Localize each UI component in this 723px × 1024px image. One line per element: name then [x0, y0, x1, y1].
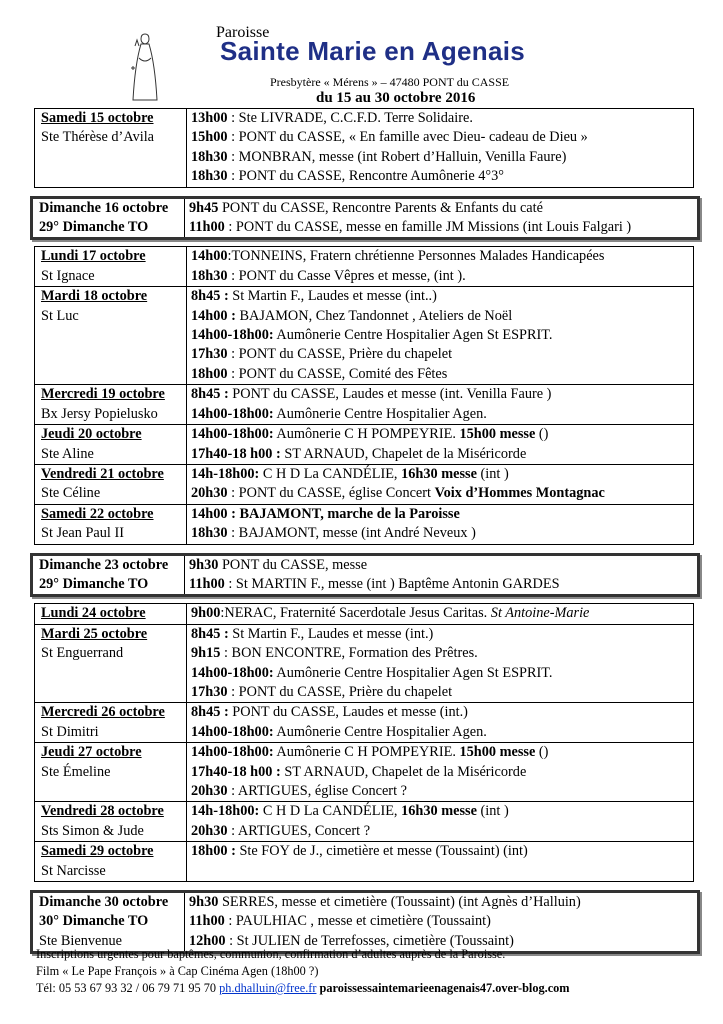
day-date: Vendredi 28 octobre — [41, 803, 164, 820]
event-text: : MONBRAN, messe (int Robert d’Halluin, Venilla Faure) — [227, 148, 567, 165]
events-cell — [187, 802, 693, 841]
day-saint: St Luc — [41, 307, 79, 324]
event-text: Aumônerie C H POMPEYRIE. — [273, 426, 460, 443]
day-date: Mercredi 19 octobre — [41, 386, 165, 403]
day-row — [35, 384, 693, 424]
event-line — [191, 625, 693, 644]
event-line — [189, 199, 697, 218]
event-line — [191, 247, 693, 266]
event-text: : PONT du CASSE, Prière du chapelet — [227, 683, 453, 700]
day-row — [33, 893, 697, 951]
event-line — [191, 723, 693, 742]
day-cell — [33, 556, 185, 595]
day-date: Mardi 18 octobre — [41, 288, 148, 305]
event-line — [191, 445, 693, 464]
day-cell — [35, 625, 187, 703]
event-text: Aumônerie Centre Hospitalier Agen. — [273, 405, 487, 422]
schedule-period: du 15 au 30 octobre 2016 — [316, 90, 476, 106]
event-line — [191, 267, 693, 286]
day-saint: Sts Simon & Jude — [41, 822, 144, 839]
event-line — [189, 556, 697, 575]
footer-phone: Tél: 05 53 67 93 32 / 06 79 71 95 70 — [36, 981, 220, 995]
footer-film: Film « Le Pape François » à Cap Cinéma Agen (18h00 ?) — [36, 964, 319, 978]
day-date: Samedi 22 octobre — [41, 505, 154, 522]
email-link[interactable]: ph.dhalluin@free.fr — [219, 981, 317, 995]
day-date: Lundi 24 octobre — [41, 605, 146, 622]
blog-link[interactable]: paroissessaintemarieenagenais47.over-blog.com — [319, 981, 570, 995]
events-cell — [187, 625, 693, 703]
events-cell — [187, 109, 693, 187]
day-row — [33, 199, 697, 238]
events-cell — [187, 287, 693, 384]
footer-inscriptions: Inscriptions urgentes pour baptêmes, communion, confirmation d’adultes auprès de la Paroisse. — [36, 947, 506, 961]
event-time: 14h-18h00: — [191, 465, 260, 482]
event-line — [191, 287, 693, 306]
event-text: : PONT du Casse Vêpres et messe, (int ). — [227, 267, 466, 284]
event-text: Ste FOY de J., cimetière et messe (Toussaint) (int) — [235, 843, 528, 860]
event-text: : ARTIGUES, Concert ? — [227, 822, 371, 839]
event-time: 18h30 — [191, 525, 228, 542]
footer — [36, 946, 570, 997]
day-date: Samedi 29 octobre — [41, 843, 154, 860]
day-saint: 29° Dimanche TO — [39, 219, 149, 236]
day-saint: Ste Bienvenue — [39, 932, 122, 949]
event-saint: St Antoine-Marie — [490, 605, 590, 622]
events-cell — [187, 247, 693, 286]
event-time: 14h00-18h00: — [191, 405, 274, 422]
event-text: St Martin F., Laudes et messe (int.) — [228, 625, 434, 642]
event-text: ST ARNAUD, Chapelet de la Miséricorde — [280, 445, 527, 462]
day-row — [35, 464, 693, 504]
event-time: 14h00-18h00: — [191, 723, 274, 740]
event-line — [191, 763, 693, 782]
event-time: 17h40-18 h00 : — [191, 445, 281, 462]
event-line — [191, 109, 693, 128]
day-row — [33, 556, 697, 595]
day-row — [35, 801, 693, 841]
day-saint: 29° Dimanche TO — [39, 575, 149, 592]
event-time: 9h30 — [189, 556, 219, 573]
events-cell — [187, 385, 693, 424]
event-highlight: 16h30 messe — [401, 465, 477, 482]
day-saint: 30° Dimanche TO — [39, 913, 149, 930]
day-saint: St Narcisse — [41, 862, 106, 879]
event-line — [191, 644, 693, 663]
day-date: Jeudi 20 octobre — [41, 426, 142, 443]
event-text: () — [535, 426, 549, 443]
event-text: C H D La CANDÉLIE, — [259, 465, 402, 482]
event-text: SERRES, messe et cimetière (Toussaint) (int Agnès d’Halluin) — [218, 894, 581, 911]
event-text: PONT du CASSE, messe — [218, 556, 368, 573]
event-line — [191, 385, 693, 404]
header — [0, 0, 723, 110]
event-text: : PONT du CASSE, Comité des Fêtes — [227, 365, 448, 382]
day-row — [35, 841, 693, 881]
day-cell — [35, 465, 187, 504]
event-text: St Martin F., Laudes et messe (int..) — [228, 288, 437, 305]
event-line — [191, 683, 693, 702]
day-cell — [35, 109, 187, 187]
event-text: C H D La CANDÉLIE, — [259, 803, 402, 820]
day-row — [35, 286, 693, 384]
event-time: 8h45 : — [191, 625, 229, 642]
event-line — [191, 425, 693, 444]
day-date: Samedi 15 octobre — [41, 110, 154, 126]
event-time: 18h00 — [191, 365, 228, 382]
events-cell — [185, 199, 697, 238]
events-cell — [185, 893, 697, 951]
event-time: 18h30 — [191, 168, 228, 185]
day-date: Dimanche 30 octobre — [39, 894, 169, 911]
weekday-block — [34, 246, 694, 544]
event-line — [191, 524, 693, 543]
event-line — [191, 842, 693, 861]
event-time: 20h30 — [191, 485, 228, 502]
event-text: : PONT du CASSE, « En famille avec Dieu- cadeau de Dieu » — [227, 129, 588, 146]
event-line — [191, 822, 693, 841]
event-time: 9h45 — [189, 199, 219, 216]
event-line — [191, 505, 693, 524]
day-cell — [35, 505, 187, 544]
schedule-table — [34, 108, 694, 960]
event-time: 14h00-18h00: — [191, 426, 274, 443]
presbytery-address: Presbytère « Mérens » – 47480 PONT du CASSE — [270, 75, 510, 89]
parish-name: Sainte Marie en Agenais — [220, 36, 526, 66]
event-line — [191, 802, 693, 821]
event-time: 11h00 — [189, 575, 225, 592]
event-time: 8h45 : — [191, 386, 229, 403]
event-time: 17h30 — [191, 346, 228, 363]
event-line — [189, 893, 697, 912]
event-highlight: 16h30 messe — [401, 803, 477, 820]
event-text: Aumônerie Centre Hospitalier Agen St ESPRIT. — [273, 327, 553, 344]
event-time: 14h00-18h00: — [191, 744, 274, 761]
event-text: : BAJAMONT, messe (int André Neveux ) — [227, 525, 476, 542]
event-time: 13h00 — [191, 110, 228, 126]
events-cell — [185, 556, 697, 595]
parish-label: Paroisse — [216, 24, 270, 41]
event-text: : St MARTIN F., messe (int ) Baptême Antonin GARDES — [224, 575, 560, 592]
events-cell — [187, 604, 693, 623]
event-time: 8h45 : — [191, 288, 229, 305]
day-cell — [35, 604, 187, 623]
day-saint: Ste Thérèse d’Avila — [41, 129, 155, 146]
day-saint: St Ignace — [41, 267, 95, 284]
day-cell — [35, 802, 187, 841]
event-text: : PONT du CASSE, Prière du chapelet — [227, 346, 453, 363]
event-time: 12h00 — [189, 932, 226, 949]
event-line — [191, 405, 693, 424]
event-line — [191, 167, 693, 186]
day-cell — [35, 842, 187, 881]
events-cell — [187, 703, 693, 742]
event-time: 14h00-18h00: — [191, 327, 274, 344]
footer-contact — [36, 980, 570, 997]
day-row — [35, 742, 693, 801]
event-text: : ARTIGUES, église Concert ? — [227, 783, 407, 799]
event-line — [191, 782, 693, 801]
day-cell — [35, 703, 187, 742]
event-line — [191, 307, 693, 326]
events-cell — [187, 465, 693, 504]
event-highlight: Voix d’Hommes Montagnac — [434, 485, 605, 502]
event-line — [191, 703, 693, 722]
event-time: 11h00 — [189, 913, 225, 930]
event-text: PONT du CASSE, Laudes et messe (int. Venilla Faure ) — [228, 386, 552, 403]
event-line — [191, 484, 693, 503]
event-time: 14h00 : BAJAMONT, marche de la Paroisse — [191, 505, 460, 522]
event-time: 9h00 — [191, 605, 221, 622]
day-cell — [35, 385, 187, 424]
event-text: () — [535, 744, 549, 761]
event-text: (int ) — [476, 465, 509, 482]
event-text: : PAULHIAC , messe et cimetière (Toussaint) — [224, 913, 491, 930]
day-date: Mercredi 26 octobre — [41, 704, 165, 721]
event-line — [189, 912, 697, 931]
day-row — [35, 424, 693, 464]
day-saint: St Dimitri — [41, 723, 99, 740]
day-date: Jeudi 27 octobre — [41, 744, 142, 761]
day-date: Mardi 25 octobre — [41, 625, 148, 642]
events-cell — [187, 842, 693, 881]
events-cell — [187, 743, 693, 801]
events-cell — [187, 425, 693, 464]
day-date: Dimanche 16 octobre — [39, 199, 169, 216]
event-time: 17h40-18 h00 : — [191, 763, 281, 780]
event-text: : PONT du CASSE, église Concert — [227, 485, 435, 502]
event-time: 15h00 — [191, 129, 228, 146]
day-saint: St Jean Paul II — [41, 525, 124, 542]
event-text: :TONNEINS, Fratern chrétienne Personnes Malades Handicapées — [227, 248, 605, 265]
day-row — [35, 109, 693, 187]
event-time: 20h30 — [191, 822, 228, 839]
event-time: 9h15 — [191, 645, 221, 662]
event-line — [189, 218, 697, 237]
event-text: : PONT du CASSE, messe en famille JM Missions (int Louis Falgari ) — [224, 219, 632, 236]
event-time: 18h30 — [191, 148, 228, 165]
event-text: ST ARNAUD, Chapelet de la Miséricorde — [280, 763, 527, 780]
event-line — [189, 575, 697, 594]
event-text: :NERAC, Fraternité Sacerdotale Jesus Caritas. — [220, 605, 491, 622]
day-row — [35, 504, 693, 544]
event-line — [191, 326, 693, 345]
day-date: Dimanche 23 octobre — [39, 556, 169, 573]
event-line — [191, 148, 693, 167]
day-cell — [33, 199, 185, 238]
event-line — [191, 465, 693, 484]
day-saint: Ste Céline — [41, 485, 101, 502]
event-text: PONT du CASSE, Rencontre Parents & Enfants du caté — [218, 199, 543, 216]
day-cell — [35, 247, 187, 286]
event-time: 20h30 — [191, 783, 228, 799]
day-cell — [35, 743, 187, 801]
day-date: Vendredi 21 octobre — [41, 465, 164, 482]
event-time: 8h45 : — [191, 704, 229, 721]
day-row — [35, 604, 693, 623]
day-saint: Ste Aline — [41, 445, 94, 462]
event-time: 11h00 — [189, 219, 225, 236]
event-time: 18h30 — [191, 267, 228, 284]
day-saint: Bx Jersy Popielusko — [41, 405, 158, 422]
event-line — [191, 604, 693, 623]
day-cell — [33, 893, 185, 951]
day-saint: Ste Émeline — [41, 763, 111, 780]
event-time: 14h-18h00: — [191, 803, 260, 820]
event-time: 9h30 — [189, 894, 219, 911]
event-time: 18h00 : — [191, 843, 236, 860]
events-cell — [187, 505, 693, 544]
event-time: 14h00 : — [191, 307, 236, 324]
day-row — [35, 702, 693, 742]
event-text: Aumônerie Centre Hospitalier Agen St ESPRIT. — [273, 664, 553, 681]
sunday-block — [30, 553, 700, 598]
day-date: Lundi 17 octobre — [41, 248, 146, 265]
event-text: Aumônerie Centre Hospitalier Agen. — [273, 723, 487, 740]
event-line — [191, 743, 693, 762]
event-text: : BON ENCONTRE, Formation des Prêtres. — [220, 645, 478, 662]
event-time: 17h30 — [191, 683, 228, 700]
day-row — [35, 247, 693, 286]
day-saint: St Enguerrand — [41, 645, 124, 662]
event-line — [191, 664, 693, 683]
event-line — [191, 128, 693, 147]
event-text: (int ) — [476, 803, 509, 820]
sunday-block — [30, 196, 700, 241]
day-cell — [35, 287, 187, 384]
event-text: : PONT du CASSE, Rencontre Aumônerie 4°3° — [227, 168, 504, 185]
sunday-block — [30, 890, 700, 954]
day-row — [35, 624, 693, 703]
weekday-block — [34, 108, 694, 188]
event-time: 14h00 — [191, 248, 228, 265]
event-text: : St JULIEN de Terrefosses, cimetière (Toussaint) — [225, 932, 514, 949]
day-cell — [35, 425, 187, 464]
virgin-mary-logo-icon — [125, 28, 165, 108]
event-text: PONT du CASSE, Laudes et messe (int.) — [228, 704, 468, 721]
event-highlight: 15h00 messe — [459, 426, 536, 443]
weekday-block — [34, 603, 694, 882]
event-text: Aumônerie C H POMPEYRIE. — [273, 744, 460, 761]
event-text: BAJAMON, Chez Tandonnet , Ateliers de Noël — [235, 307, 513, 324]
event-time: 14h00-18h00: — [191, 664, 274, 681]
event-line — [191, 345, 693, 364]
event-highlight: 15h00 messe — [459, 744, 536, 761]
event-line — [191, 365, 693, 384]
event-text: : Ste LIVRADE, C.C.F.D. Terre Solidaire. — [227, 110, 473, 126]
